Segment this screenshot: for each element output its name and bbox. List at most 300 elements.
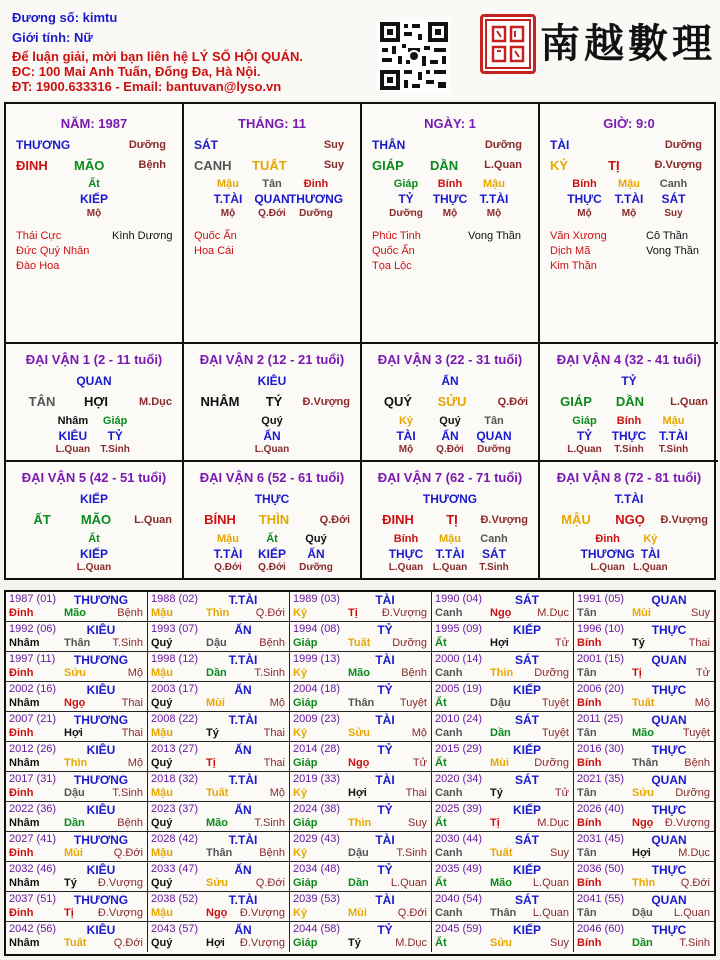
year-label: 1989 (03) [293,593,341,605]
year-branch: Tý [206,727,219,739]
hidden-stems-item: Mậu [483,178,505,190]
dai-van-5 [6,462,184,580]
dai-van-3 [362,344,540,462]
year-branch: Thìn [64,757,88,769]
year-god: TỶ [377,623,393,637]
dai-van-god: THƯƠNG [422,492,478,506]
dai-van-hidden-gods-item: TỶ [107,429,123,443]
pillar-branch: TUẤT [252,158,287,173]
dai-van-hidden-gods-item: KIẾP [79,547,109,561]
dai-van-4 [540,344,718,462]
year-cell [6,832,148,862]
year-phase: Tử [695,667,710,679]
dai-van-hidden-item: Mậu [439,533,461,545]
year-phase: T.Sinh [112,787,143,799]
year-cell [574,862,714,892]
dai-van-hidden-gods-item: KIÊU [58,429,88,443]
year-god: SÁT [515,713,539,727]
year-label: 2036 (50) [577,863,625,875]
dai-van-hidden-phases-item: L.Quan [254,444,290,455]
star-label: Đào Hoa [16,260,60,272]
year-phase: Tuyệt [399,697,427,709]
year-stem: Mậu [151,847,173,859]
year-cell [574,772,714,802]
year-label: 2019 (33) [293,773,341,785]
star-label: Quốc Ấn [372,245,415,257]
year-cell [432,802,574,832]
year-stem: Bính [577,697,602,709]
dai-van-hidden-gods-item: TÀI [396,429,416,443]
year-stem: Quý [151,877,173,889]
dai-van-god: KIÊU [257,374,287,388]
year-phase: L.Quan [673,907,710,919]
year-branch: Mùi [348,907,367,919]
dai-van-hidden-phases-item: T.Sinh [658,444,689,455]
hidden-phases-item: Mộ [442,208,458,219]
hidden-stems-item: Ất [88,178,100,190]
year-label: 1999 (13) [293,653,341,665]
year-branch: Mão [348,667,370,679]
gender-line: Giới tính: Nữ [12,30,93,45]
year-phase: M.Dục [678,847,710,859]
year-cell [148,892,290,922]
year-stem: Tân [577,667,597,679]
year-phase: Thai [121,697,143,709]
year-god: T.TÀI [228,593,258,607]
year-branch: Tý [64,877,77,889]
year-phase: Bệnh [117,817,143,829]
dai-van-phase: Đ.Vượng [480,514,528,526]
year-cell [290,742,432,772]
year-cell [290,712,432,742]
year-god: TỶ [377,683,393,697]
year-stem: Tân [577,727,597,739]
pillar-phase: Dưỡng [664,139,702,151]
pillar-stem: ĐINH [16,158,48,173]
year-god: THỰC [651,683,687,697]
year-branch: Thân [490,907,517,919]
pillar-branch-phase: L.Quan [484,159,522,171]
year-stem: Bính [577,937,602,949]
year-god: T.TÀI [228,893,258,907]
dai-van-hidden-item: Quý [439,415,461,427]
hidden-stems-item: Canh [659,178,688,190]
year-cell [290,592,432,622]
year-stem: Đinh [9,727,34,739]
year-label: 2033 (47) [151,863,199,875]
year-stem: Đinh [9,907,34,919]
year-label: 2045 (59) [435,923,483,935]
year-branch: Ngọ [632,817,654,829]
dai-van-6 [184,462,362,580]
year-branch: Mùi [64,847,83,859]
year-god: QUAN [651,593,687,607]
year-phase: Dưỡng [675,787,710,799]
dai-van-hidden-gods-item: THƯƠNG [580,547,635,561]
year-label: 1992 (06) [9,623,57,635]
year-stem: Đinh [9,607,34,619]
dai-van-title: ĐẠI VẬN 3 (22 - 31 tuổi) [377,352,523,367]
year-phase: L.Quan [532,877,569,889]
year-stem: Đinh [9,847,34,859]
year-label: 2043 (57) [151,923,199,935]
year-label: 2035 (49) [435,863,483,875]
year-god: KIÊU [86,863,116,877]
year-god: T.TÀI [228,773,258,787]
hidden-gods-item: T.TÀI [479,192,509,206]
year-cell [574,712,714,742]
year-god: KIẾP [512,803,541,817]
dai-van-hidden-item: Mậu [217,533,239,545]
hidden-gods-item: TỶ [398,192,414,206]
year-phase: Q.Đới [255,877,285,889]
pillar-month [184,104,362,344]
year-phase: Đ.Vượng [381,607,427,619]
year-cell [432,682,574,712]
year-branch: Tuất [206,787,229,799]
year-stem: Canh [435,607,463,619]
year-phase: M.Dục [395,937,427,949]
year-stem: Ất [435,817,447,829]
year-stem: Mậu [151,787,173,799]
year-god: ẤN [234,743,252,757]
year-god: QUAN [651,653,687,667]
dai-van-hidden-item: Giáp [572,415,597,427]
year-stem: Kỷ [293,727,308,739]
dai-van-hidden-phases-item: T.Sinh [479,562,509,573]
year-label: 2016 (30) [577,743,625,755]
year-god: KIẾP [512,623,541,637]
year-label: 2038 (52) [151,893,199,905]
dai-van-hidden-item: Bính [393,533,419,545]
year-cell [432,922,574,952]
year-stem: Canh [435,667,463,679]
year-phase: Bệnh [401,667,427,679]
dai-van-branch: HỢI [83,394,109,409]
year-god: ẤN [234,803,252,817]
pillar-branch: TỊ [608,158,620,173]
year-label: 2008 (22) [151,713,199,725]
year-label: 2020 (34) [435,773,483,785]
year-stem: Canh [435,787,463,799]
year-label: 2039 (53) [293,893,341,905]
year-stem: Ất [435,637,447,649]
year-label: 2037 (51) [9,893,57,905]
year-label: 1990 (04) [435,593,483,605]
year-god: ẤN [234,863,252,877]
year-branch: Dần [348,877,369,889]
year-phase: Đ.Vượng [239,937,285,949]
year-branch: Thìn [348,817,372,829]
year-stem: Nhâm [9,697,40,709]
year-god: THỰC [651,743,687,757]
year-branch: Hợi [490,637,509,649]
year-god: TỶ [377,803,393,817]
year-phase: Thai [263,727,285,739]
year-phase: Tuyệt [541,727,569,739]
year-branch: Thân [206,847,233,859]
dai-van-hidden-item: Nhâm [57,415,89,427]
chart-grid [4,102,716,580]
year-label: 1987 (01) [9,593,57,605]
year-phase: Thai [405,787,427,799]
dai-van-2 [184,344,362,462]
year-label: 2042 (56) [9,923,57,935]
star-label: Kình Dương [112,230,173,242]
dai-van-phase: L.Quan [134,514,172,526]
year-phase: Mộ [269,697,285,709]
year-stem: Giáp [293,877,318,889]
pillar-title: GIỜ: 9:0 [603,116,655,131]
year-god: THƯƠNG [73,773,129,787]
year-label: 2027 (41) [9,833,57,845]
year-branch: Sửu [206,877,229,889]
year-cell [6,742,148,772]
dai-van-hidden-item: Bính [616,415,642,427]
year-cell [148,922,290,952]
dai-van-hidden-gods-item: T.TÀI [659,429,688,443]
year-god: THỰC [651,803,687,817]
year-branch: Ngọ [206,907,228,919]
year-branch: Dậu [632,907,653,919]
year-phase: Bệnh [117,607,143,619]
year-label: 2014 (28) [293,743,341,755]
year-god: TÀI [375,593,395,607]
year-branch: Ngọ [490,607,512,619]
year-cell [148,802,290,832]
dai-van-hidden-item: Quý [261,415,283,427]
pillar-phase: Suy [323,139,344,151]
year-phase: Dưỡng [534,757,569,769]
year-label: 2013 (27) [151,743,199,755]
year-phase: T.Sinh [679,937,710,949]
year-god: THỰC [651,623,687,637]
pillar-branch: MÃO [74,158,105,173]
year-god: SÁT [515,773,539,787]
dai-van-phase: Đ.Vượng [302,396,350,408]
year-cell [148,712,290,742]
dai-van-hidden-phases-item: Mộ [398,444,414,455]
year-cell [432,622,574,652]
year-label: 1993 (07) [151,623,199,635]
year-branch: Tuất [632,697,655,709]
year-branch: Mùi [490,757,509,769]
year-cell [290,862,432,892]
year-phase: Bệnh [684,757,710,769]
year-cell [148,772,290,802]
year-branch: Mùi [206,697,225,709]
year-phase: Suy [550,937,569,949]
year-stem: Ất [435,697,447,709]
dai-van-god: TỶ [621,374,637,388]
star-label: Kim Thần [550,260,597,272]
year-stem: Canh [435,727,463,739]
year-label: 2001 (15) [577,653,625,665]
year-cell [6,682,148,712]
year-branch: Dậu [206,637,227,649]
year-label: 2017 (31) [9,773,57,785]
year-branch: Mão [632,727,654,739]
year-branch: Tị [206,757,216,769]
year-stem: Bính [577,817,602,829]
pillar-phase: Dưỡng [484,139,522,151]
hidden-gods-item: SÁT [661,192,686,206]
star-label: Đức Quý Nhân [16,245,90,257]
year-label: 1995 (09) [435,623,483,635]
dai-van-hidden-item: Quý [305,533,327,545]
hidden-phases-item: Dưỡng [299,208,333,219]
year-phase: Thai [688,637,710,649]
dai-van-stem: MẬU [561,512,591,527]
dai-van-stem: BÍNH [204,512,236,527]
year-god: TÀI [375,773,395,787]
hidden-phases-item: Mộ [486,208,502,219]
dai-van-phase: M.Dục [139,396,172,408]
year-branch: Tuất [64,937,87,949]
dai-van-hidden-gods-item: THỰC [611,429,647,443]
year-branch: Thân [632,757,659,769]
hidden-stems-item: Giáp [393,178,419,190]
year-cell [574,592,714,622]
year-phase: Dưỡng [534,667,569,679]
year-cell [574,832,714,862]
year-phase: Q.Đới [113,937,143,949]
dai-van-god: KIẾP [79,492,108,506]
year-cell [290,832,432,862]
dai-van-hidden-gods-item: KIẾP [257,547,287,561]
year-god: QUAN [651,713,687,727]
star-label: Thái Cực [16,230,62,242]
pillar-stem: CANH [194,158,232,173]
dai-van-branch: TỊ [446,512,458,527]
year-phase: L.Quan [532,907,569,919]
year-branch: Sửu [632,787,655,799]
year-god: TỶ [377,743,393,757]
year-phase: Mộ [269,787,285,799]
hidden-phases-item: Dưỡng [389,208,423,219]
pillar-title: NGÀY: 1 [424,116,476,131]
dai-van-hidden-phases-item: Q.Đới [436,444,464,455]
year-stem: Canh [435,907,463,919]
year-cell [574,892,714,922]
year-phase: Suy [691,607,710,619]
star-label: Dịch Mã [550,245,591,257]
dai-van-hidden-gods-item: ẤN [307,547,325,561]
year-god: KIÊU [86,803,116,817]
star-label: Phúc Tinh [372,230,421,242]
dai-van-hidden-phases-item: L.Quan [76,562,112,573]
year-branch: Tý [632,637,645,649]
year-branch: Mão [490,877,512,889]
year-label: 2015 (29) [435,743,483,755]
pillar-branch-phase: Suy [323,159,344,171]
dai-van-hidden-phases-item: L.Quan [567,444,602,455]
year-stem: Quý [151,817,173,829]
star-label: Văn Xương [550,230,607,242]
year-branch: Dậu [348,847,369,859]
year-branch: Hợi [632,847,651,859]
year-branch: Tý [348,937,361,949]
dai-van-title: ĐẠI VẬN 4 (32 - 41 tuổi) [556,352,702,367]
year-label: 2009 (23) [293,713,341,725]
year-god: KIÊU [86,743,116,757]
hidden-gods-item: T.TÀI [614,192,644,206]
dai-van-stem: GIÁP [560,394,592,409]
dai-van-7 [362,462,540,580]
dai-van-god: THỰC [254,492,290,506]
year-cell [432,862,574,892]
year-phase: Q.Đới [113,847,143,859]
hidden-phases-item: Suy [664,208,683,219]
dai-van-hidden-phases-item: Q.Đới [258,562,286,573]
year-phase: Tuyệt [682,727,710,739]
year-label: 1998 (12) [151,653,199,665]
dai-van-8 [540,462,718,580]
year-phase: L.Quan [390,877,427,889]
year-phase: M.Dục [537,817,569,829]
dai-van-phase: Q.Đới [319,514,350,526]
pillar-god: THÂN [372,138,406,152]
year-label: 2022 (36) [9,803,57,815]
dai-van-hidden-gods-item: ẤN [263,429,281,443]
year-label: 1997 (11) [9,653,56,665]
dai-van-hidden-item: Đinh [595,533,620,545]
pillar-god: TÀI [550,138,570,152]
year-label: 2025 (39) [435,803,483,815]
hidden-gods-item: THỰC [567,192,602,206]
dai-van-hidden-phases-item: L.Quan [633,562,668,573]
year-god: SÁT [515,893,539,907]
year-god: THƯƠNG [73,833,129,847]
year-phase: Tử [412,757,427,769]
year-stem: Quý [151,757,173,769]
year-cell [432,652,574,682]
year-stem: Mậu [151,667,173,679]
year-branch: Mão [64,607,86,619]
year-label: 2010 (24) [435,713,483,725]
year-cell [432,712,574,742]
year-god: KIÊU [86,623,116,637]
dai-van-god: T.TÀI [614,492,644,506]
star-label: Tọa Lộc [372,260,412,272]
year-stem: Quý [151,697,173,709]
year-god: TÀI [375,833,395,847]
dai-van-branch: TÝ [265,394,283,409]
year-cell [6,862,148,892]
pillar-stem: KỶ [550,158,569,173]
year-stem: Giáp [293,637,318,649]
year-phase: Dưỡng [392,637,427,649]
hidden-phases-item: Mộ [577,208,592,219]
owner-line: Đương số: kimtu [12,10,118,25]
year-god: ẤN [234,923,252,937]
dai-van-hidden-phases-item: L.Quan [590,562,625,573]
year-stem: Mậu [151,607,173,619]
year-branch: Dần [64,817,85,829]
year-god: TỶ [377,863,393,877]
year-phase: Mộ [127,757,143,769]
year-god: KIẾP [512,923,541,937]
year-stem: Bính [577,637,602,649]
dai-van-hidden-gods-item: TÀI [640,547,661,561]
year-god: T.TÀI [228,833,258,847]
year-cell [574,802,714,832]
year-cell [432,772,574,802]
year-cell [6,892,148,922]
year-phase: Q.Đới [680,877,710,889]
hidden-phases-item: Mộ [86,208,102,219]
dai-van-god: ẤN [441,374,459,388]
